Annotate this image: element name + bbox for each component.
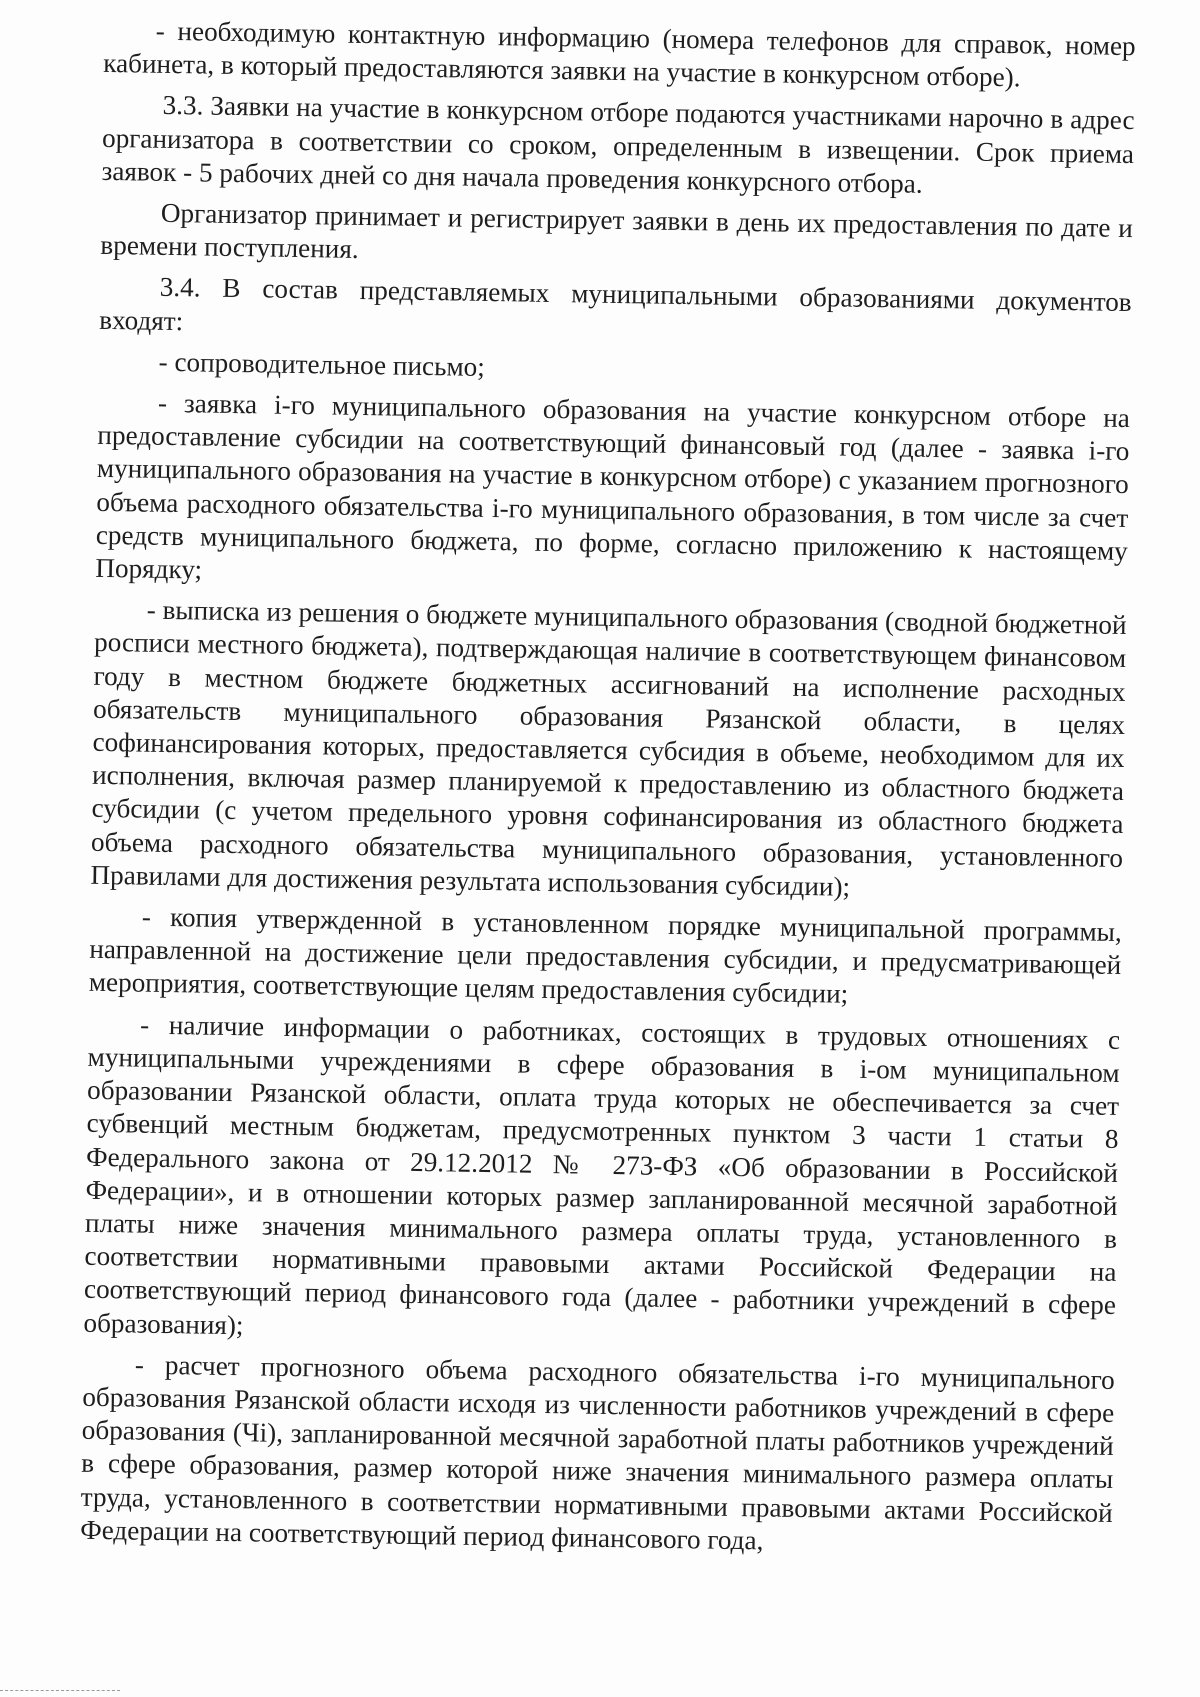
paragraph-section-3-3: 3.3. Заявки на участие в конкурсном отборе подаются участниками нарочно в адрес организатора в соответствии со сроком, определенным в извещении. Срок приема заявок - 5 рабочих дней со дня начала проведения конкурсного отбора. bbox=[101, 90, 1135, 199]
list-item-application: - заявка i-го муниципального образования на участие конкурсном отборе на предоставление субсидии на соответствующий финансовый год (далее - заявка i-го муниципального образования на участие в конкурсном отборе) с указанием прогнозного объема расходного обязательства i-го муниципального образования, в том числе за счет средств муниципального бюджета, по форме, согласно приложению к настоящему Порядку; bbox=[95, 387, 1131, 585]
list-item-program-copy: - копия утвержденной в установленном порядке муниципальной программы, направленной на достижение цели предоставления субсидии, и предусматривающей мероприятия, соответствующие целям предоставления субсидии; bbox=[88, 901, 1123, 1010]
paragraph-section-3-4: 3.4. В состав представляемых муниципальными образованиями документов входят: bbox=[99, 272, 1132, 336]
list-item-budget-extract: - выписка из решения о бюджете муниципального образования (сводной бюджетной росписи местного бюджета), подтверждающая наличие в соответствующем финансовом году в местном бюджете бюджетных ассигнований на исполнение расходных обязательств муниципального образования Рязанской области, в целях софинансирования которых, предоставляется субсидия в объеме, необходимом для их исполнения, включая размер планируемой к предоставлению из областного бюджета субсидии (с учетом предельного уровня софинансирования из областного бюджета объема расходного обязательства муниципального образования, установленного Правилами для достижения результата использования субсидии); bbox=[90, 594, 1127, 902]
document-body bbox=[80, 14, 1136, 1565]
paragraph-contact-info: - необходимую контактную информацию (номера телефонов для справок, номер кабинета, в который предоставляются заявки на участие в конкурсном отборе). bbox=[103, 15, 1136, 93]
list-item-cover-letter: - сопроводительное письмо; bbox=[158, 346, 486, 382]
list-item-workers-info: - наличие информации о работниках, состоящих в трудовых отношениях с муниципальными учреждениями в сфере образования в i-ом муниципальном образовании Рязанской области, оплата труда которых не обеспечивается за счет субвенций местным бюджетам, предусмотренных пунктом 3 части 1 статьи 8 Федерального закона от 29.12.2012 № 273-ФЗ «Об образовании в Российской Федерации», и в отношении которых размер запланированной месячной заработной платы ниже значения минимального размера оплаты труда, установленного в соответствии нормативными правовыми актами Российской Федерации на соответствующий период финансового года (далее - работники учреждений в сфере образования); bbox=[83, 1009, 1121, 1340]
paragraph-organizer-registration: Организатор принимает и регистрирует заявки в день их предоставления по дате и времени поступления. bbox=[100, 197, 1134, 265]
list-item-obligation-calculation: - расчет прогнозного объема расходного обязательства i-го муниципального образования Рязанской области исходя из численности работников учреждений в сфере образования (Чi), запланированной месячной заработной платы работников учреждений в сфере образования, размер которой ниже значения минимального размера оплаты труда, установленного в соответствии нормативными правовыми актами Российской Федерации на соответствующий период финансового года, bbox=[80, 1349, 1115, 1556]
footnote-separator bbox=[0, 1690, 120, 1691]
